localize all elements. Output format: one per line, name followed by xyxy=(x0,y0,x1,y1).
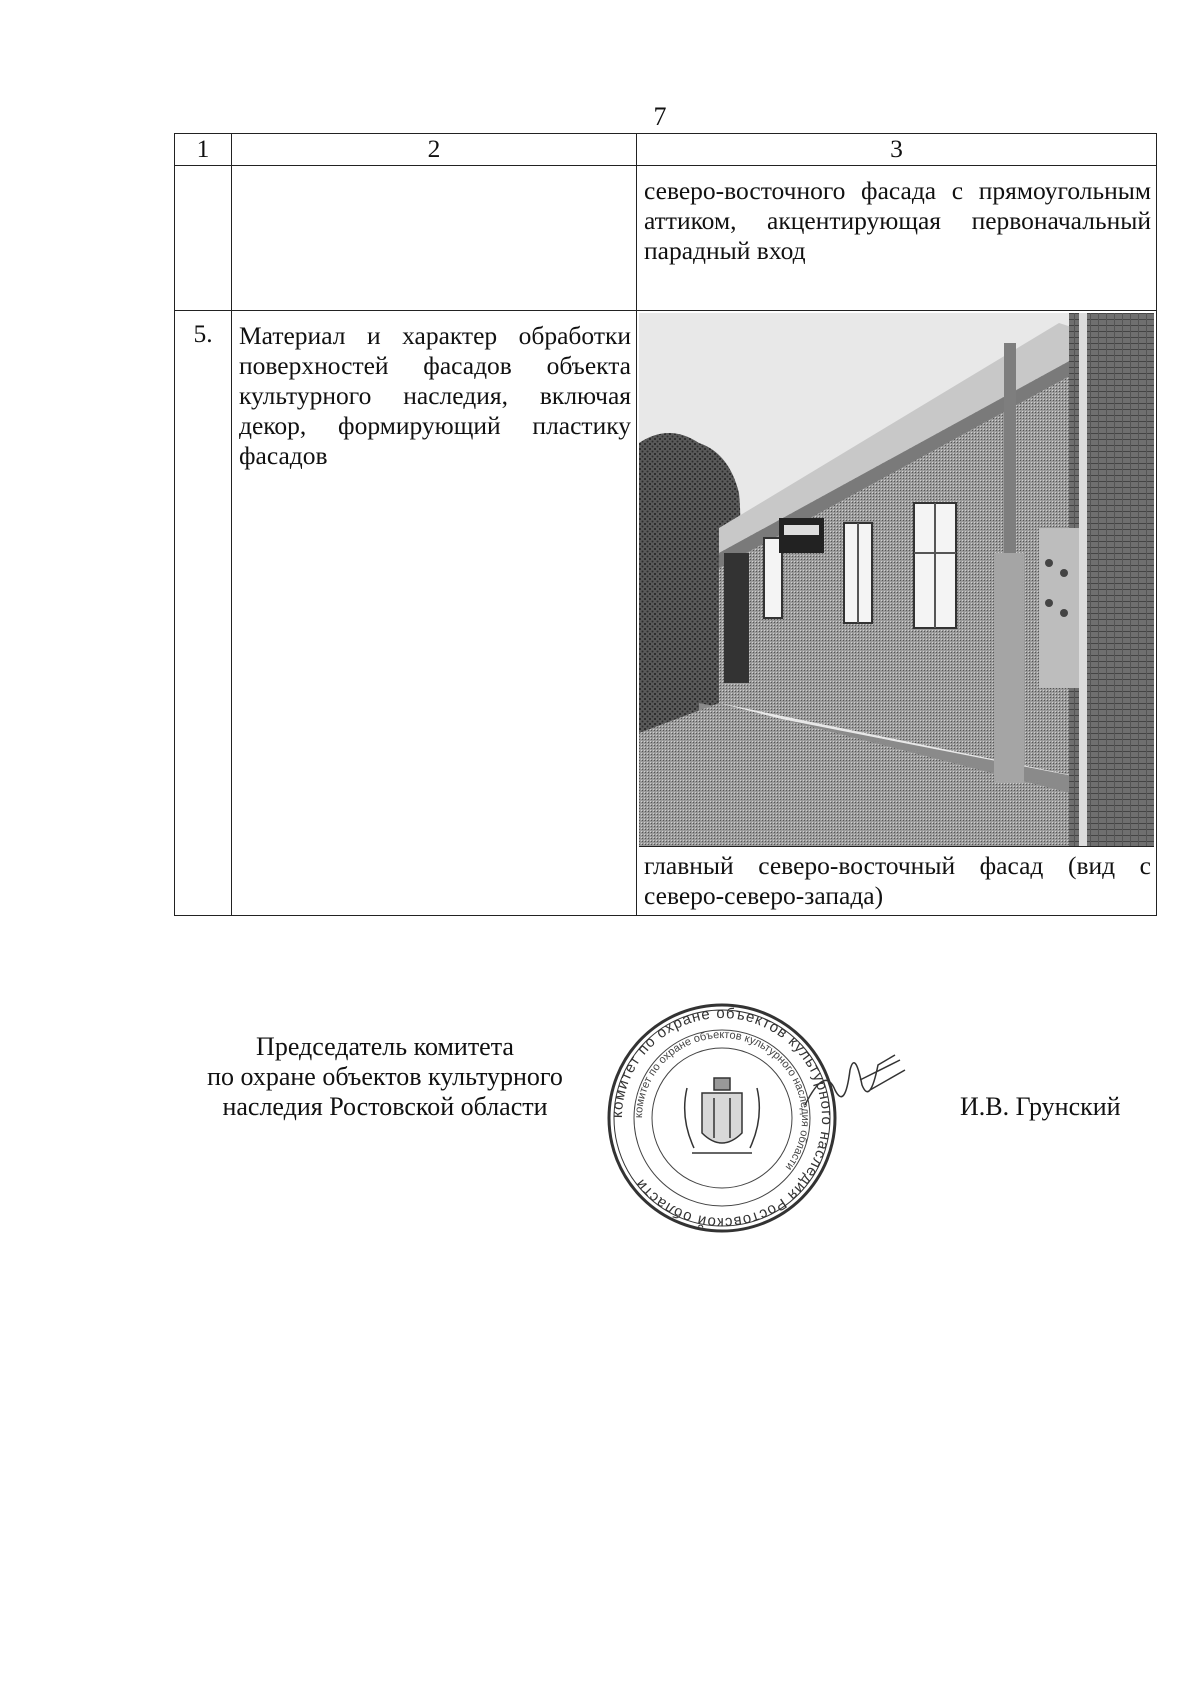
coat-of-arms-icon xyxy=(685,1078,760,1153)
continuation-text: северо-восточного фасада с прямоугольным аттиком, акцентирующая первоначальный парадный вход xyxy=(644,176,1151,265)
signatory-title-line1: Председатель комитета xyxy=(256,1032,514,1061)
row5-description: Материал и характер обработки поверхностей фасадов объекта культурного наследия, включая декор, формирующий пластику фасадов xyxy=(239,321,631,470)
table-row-continuation xyxy=(175,166,1157,311)
heritage-table xyxy=(174,133,1157,916)
row5-photo-cell xyxy=(637,311,1157,916)
facade-photo xyxy=(639,313,1154,847)
signature-scribble xyxy=(800,1045,910,1115)
handwritten-signature xyxy=(800,1045,910,1120)
header-cell-3: 3 xyxy=(637,134,1157,166)
facade-photo-image xyxy=(639,313,1154,846)
row5-number: 5. xyxy=(193,319,213,348)
row5-description-cell xyxy=(232,311,637,916)
table-row-5 xyxy=(175,311,1157,916)
page-number: 7 xyxy=(653,102,667,131)
table-header-row xyxy=(175,134,1157,166)
signatory-name: И.В. Грунский xyxy=(960,1092,1121,1121)
row-continuation-value xyxy=(637,166,1157,311)
signatory-title xyxy=(165,1032,605,1122)
seal-outer-text: комитет по охране объектов культурного наследия Ростовской области xyxy=(608,1004,836,1232)
header-cell-2: 2 xyxy=(232,134,637,166)
signatory-title-line2: по охране объектов культурного xyxy=(207,1062,563,1091)
row-continuation-description xyxy=(232,166,637,311)
row5-number-cell xyxy=(175,311,232,916)
official-seal xyxy=(602,998,842,1243)
header-cell-1: 1 xyxy=(175,134,232,166)
signatory-title-line3: наследия Ростовской области xyxy=(222,1092,548,1121)
seal-inner-text: комитет по охране объектов культурного наследия области xyxy=(632,1028,812,1173)
photo-caption: главный северо-восточный фасад (вид с северо-северо-запада) xyxy=(644,851,1151,910)
row-continuation-number xyxy=(175,166,232,311)
